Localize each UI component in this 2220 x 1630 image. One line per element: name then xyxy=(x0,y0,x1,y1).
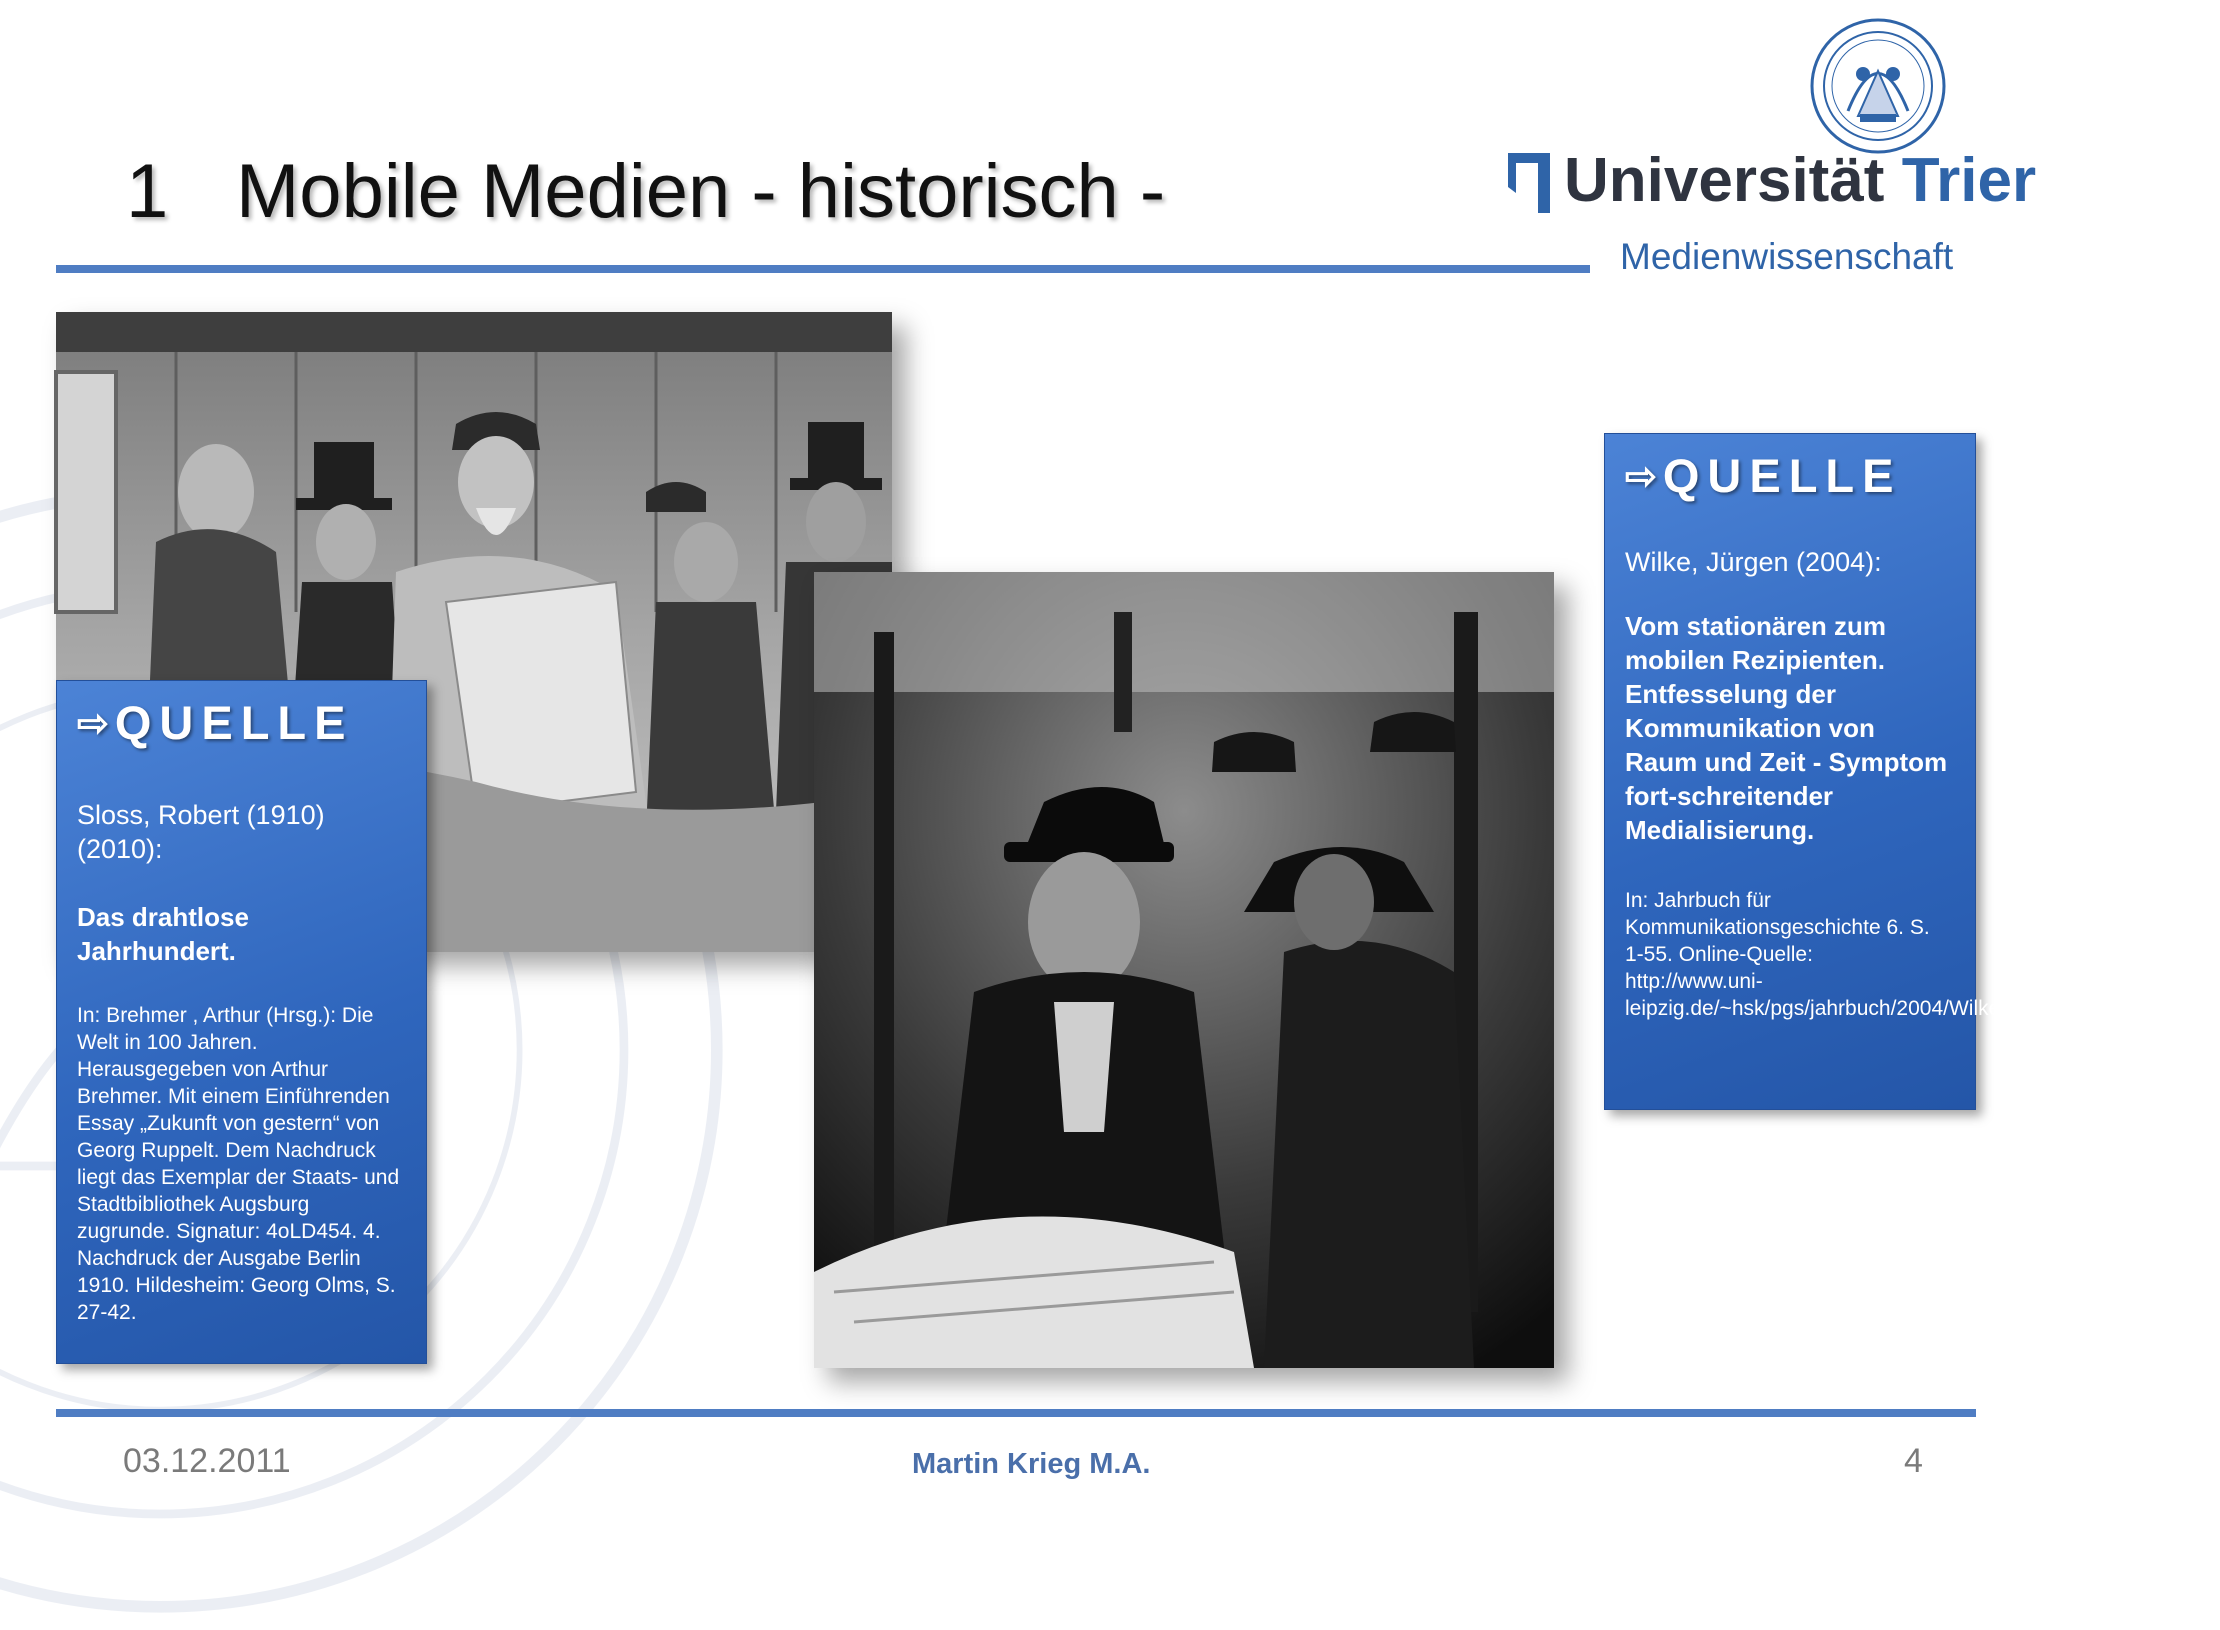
title-divider xyxy=(56,265,1590,273)
arrow-right-icon: ⇨ xyxy=(77,703,109,745)
source-title-left: Das drahtlose Jahrhundert. xyxy=(77,902,249,966)
footer-date: 03.12.2011 xyxy=(123,1442,291,1480)
slide-number-label: 1 xyxy=(126,149,169,234)
footer-page-number: 4 xyxy=(1904,1442,1923,1480)
university-city: Trier xyxy=(1901,146,2037,215)
source-box-left xyxy=(56,680,427,1364)
source-details-left: In: Brehmer , Arthur (Hrsg.): Die Welt in 100 Jahren. Herausgegeben von Arthur Brehmer. Mit einem Einführenden Essay „Zukunft von gestern“ von Georg Ruppelt. Dem Nachdruck liegt das Exemplar der Staats- und Stadtbibliothek Augsburg zugrunde. Signatur: 4oLD454. 4. Nachdruck der Ausgabe Berlin 1910. Hildesheim: Georg Olms, S. 27-42. xyxy=(77,1004,400,1324)
historic-photo-newspaper-reader xyxy=(814,572,1554,1368)
slide-title-text: Mobile Medien - historisch - xyxy=(236,149,1166,234)
source-heading-right-text: QUELLE xyxy=(1662,449,1902,502)
university-name: Universität xyxy=(1564,146,1885,215)
department-name: Medienwissenschaft xyxy=(1620,236,1954,277)
source-box-right xyxy=(1604,433,2220,1110)
source-author-left: Sloss, Robert (1910) (2010): xyxy=(77,800,325,864)
arrow-right-icon: ⇨ xyxy=(1625,456,1657,498)
slide-title xyxy=(126,148,1165,235)
university-seal-icon xyxy=(1808,16,1948,156)
footer-presenter: Martin Krieg M.A. xyxy=(912,1448,1151,1480)
source-author-right: Wilke, Jürgen (2004): xyxy=(1625,547,1882,577)
footer-divider xyxy=(56,1409,1976,1417)
source-details-right: In: Jahrbuch für Kommunikationsgeschichte 6. S. 1-55. Online-Quelle: http://www.uni-leipzig.de/~hsk/pgs/jahrbuch/2004/Wilke_mobileRezipienten.pdf xyxy=(1625,889,2220,1020)
source-heading-left-text: QUELLE xyxy=(114,696,354,749)
source-title-right: Vom stationären zum mobilen Rezipienten. Entfesselung der Kommunikation von Raum und Zeit - Symptom fort-schreitender Medialisierung. xyxy=(1625,611,1948,845)
university-logo xyxy=(1508,145,2036,225)
source-heading-right xyxy=(1625,448,1953,503)
source-heading-left xyxy=(77,695,402,750)
university-logo-mark-icon xyxy=(1508,153,1550,213)
